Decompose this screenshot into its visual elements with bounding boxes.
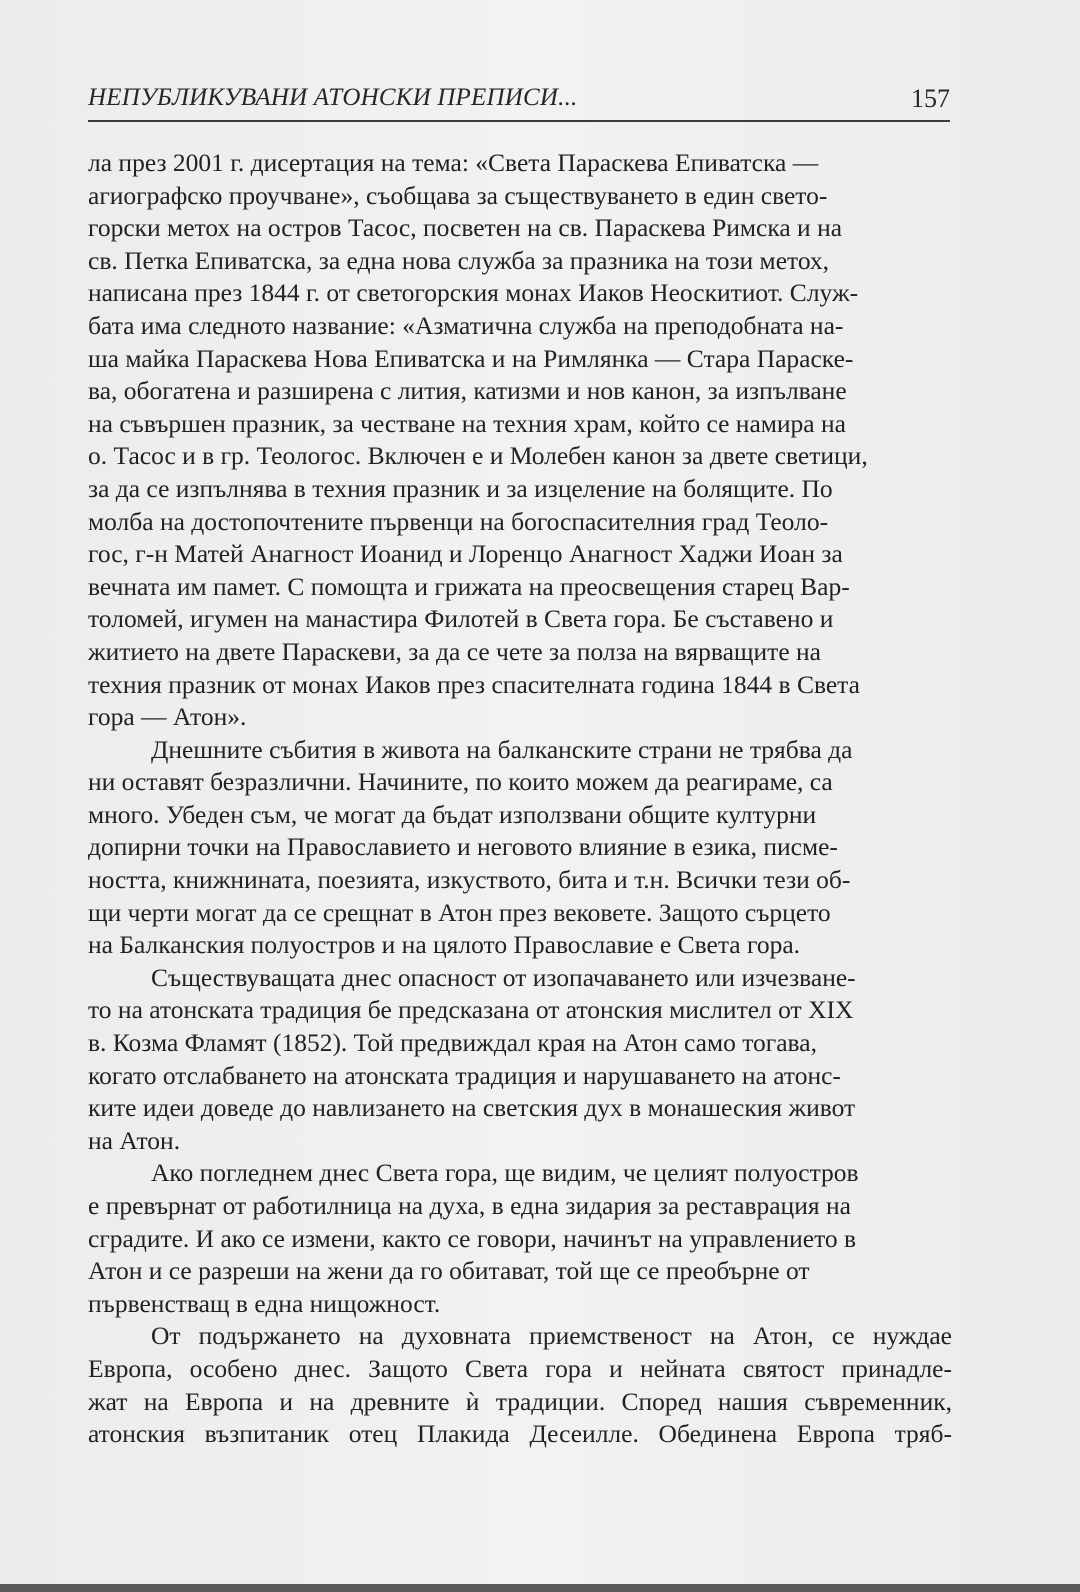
header-rule [88, 120, 950, 122]
paragraph-europe: От подържането на духовната приемственост на Атон, се нуждае Европа, особено днес. Защото Света гора и нейната святост принадле- жат на Европа и на древните ѝ традиции. Според нашия съвременник, атонския възпитаник отец Плакида Десеилле. Обединена Европа тряб- [88, 1321, 952, 1449]
scan-bottom-edge [0, 1584, 1080, 1592]
running-title: НЕПУБЛИКУВАНИ АТОНСКИ ПРЕПИСИ... [88, 84, 578, 111]
running-head [88, 84, 950, 118]
paragraph-holy-mountain-today: Ако погледнем днес Света гора, ще видим, че целият полуостров е превърнат от работилница на духа, в една зидария за реставрация на сградите. И ако се измени, както се говори, начинът на управлението в Атон и се разреши на жени да го обитават, той ще се преобърне от първенстващ в една нищожност. [88, 1158, 859, 1318]
paragraph-balkan-events: Днешните събития в живота на балканските страни не трябва да ни оставят безразлични. Начините, по които можем да реагираме, са много. Убеден съм, че могат да бъдат използвани общите културни допирни точки на Православието и неговото влияние в езика, писме- ността, книжнината, поезията, изкуството, бита и т.н. Всички тези об- щи черти могат да се срещнат в Атон през вековете. Защото сърцето на Балканския полуостров и на цялото Православие е Света гора. [88, 734, 853, 960]
paragraph-continuation: ла през 2001 г. дисертация на тема: «Света Параскева Епиватска — агиографско проучване», съобщава за съществуването в един свето- горски метох на остров Тасос, посветен на св. Параскева Римска и на св. Петка Епиватска, за една нова служба за празника на този метох, написана през 1844 г. от светогорския монах Иаков Неоскитиот. Служ- бата има следното название: «Азматична служба на преподобната на- ша майка Параскева Нова Епиватска и на Римлянка — Стара Параске- ва, обогатена и разширена с лития, катизми и нов канон, за изпълване на съвършен празник, за честване на техния храм, който се намира на о. Тасос и в гр. Теологос. Включен е и Молебен канон за двете светици, за да се изпълнява в техния празник и за изцеление на болящите. По молба на достопочтените първенци на богоспасителния град Теоло- гос, г-н Матей Анагност Иоанид и Лоренцо Анагност Хаджи Иоан за вечната им памет. С помощта и грижата на преосвещения старец Вар- толомей, игумен на манастира Филотей в Света гора. Бе съставено и житието на двете Параскеви, за да се чете за полза на вярващите на техния празник от монах Иаков през спасителната година 1844 в Света гора — Атон». [88, 148, 868, 732]
page-number: 157 [911, 84, 950, 113]
body-text [88, 147, 952, 1451]
paragraph-athonite-tradition: Съществуващата днес опасност от изопачаването или изчезване- то на атонската традиция бе предсказана от атонския мислител от XIX в. Козма Фламят (1852). Той предвиждал края на Атон само тогава, когато отслабването на атонската традиция и нарушаването на атонс- ките идеи доведе до навлизането на светския дух в монашеския живот на Атон. [88, 962, 856, 1155]
